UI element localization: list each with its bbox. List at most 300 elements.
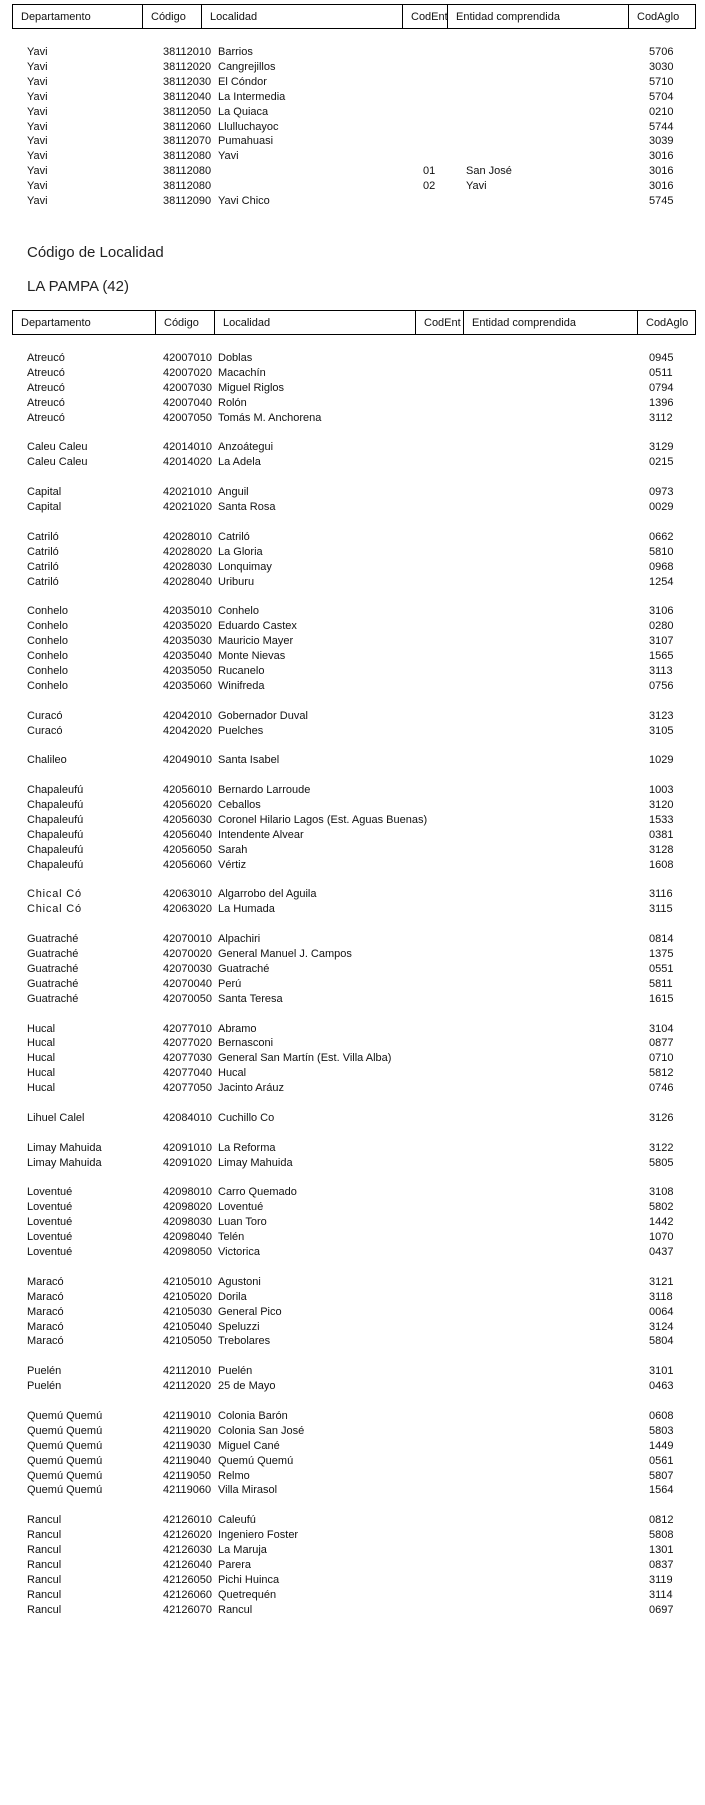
codaglo-cell: 3016 (649, 165, 674, 178)
locality-cell: Rucanelo (218, 664, 265, 677)
table-row (0, 193, 705, 210)
department-cell: Chapaleufú (27, 813, 84, 826)
locality-cell: La Maruja (218, 1544, 267, 1556)
department-cell: Hucal (27, 1067, 56, 1080)
code-cell: 42056060 (163, 858, 212, 871)
table-row (0, 857, 705, 874)
code-cell: 42007040 (163, 396, 212, 409)
code-cell: 42063020 (163, 903, 212, 916)
department-cell: Rancul (27, 1588, 62, 1601)
code-cell: 42028030 (163, 560, 212, 573)
locality-cell: Pumahuasi (218, 135, 274, 148)
table-row (0, 499, 705, 516)
code-cell: 42028010 (163, 530, 212, 543)
code-cell: 42119050 (163, 1469, 212, 1482)
code-cell: 42098050 (163, 1246, 212, 1258)
codaglo-cell: 3122 (649, 1141, 674, 1154)
codaglo-cell: 0064 (649, 1305, 674, 1318)
codaglo-cell: 1396 (649, 396, 674, 409)
codaglo-cell: 3123 (649, 709, 674, 722)
department-cell: Yavi (27, 75, 48, 88)
locality-cell: Monte Nievas (218, 650, 286, 662)
locality-cell: Rolón (218, 396, 247, 409)
department-cell: Quemú Quemú (27, 1454, 103, 1467)
codaglo-cell: 3104 (649, 1022, 674, 1035)
table-row (0, 1244, 705, 1261)
code-cell: 42126070 (163, 1603, 212, 1616)
code-cell: 42021010 (163, 486, 212, 499)
codaglo-cell: 0812 (649, 1514, 674, 1527)
codaglo-cell: 0877 (649, 1037, 674, 1050)
code-cell: 42098020 (163, 1201, 212, 1214)
code-cell: 42077050 (163, 1082, 212, 1095)
locality-cell: Yavi Chico (218, 195, 270, 207)
table-header (12, 4, 696, 29)
department-cell: Conhelo (27, 620, 68, 633)
codaglo-cell: 0437 (649, 1246, 674, 1258)
locality-cell: La Quiaca (218, 105, 269, 118)
locality-cell: Abramo (218, 1022, 257, 1035)
locality-cell: La Adela (218, 456, 261, 469)
department-cell: Atreucó (27, 411, 65, 424)
locality-cell: Limay Mahuida (218, 1156, 293, 1169)
locality-cell: La Gloria (218, 545, 263, 558)
department-cell: Caleu Caleu (27, 456, 88, 469)
locality-cell: Miguel Riglos (218, 381, 285, 394)
department-cell: Yavi (27, 60, 48, 73)
codaglo-cell: 3016 (649, 180, 674, 193)
code-cell: 42126060 (163, 1588, 212, 1601)
code-cell: 42070050 (163, 992, 212, 1005)
codaglo-cell: 1442 (649, 1216, 674, 1229)
locality-cell: General Pico (218, 1305, 282, 1318)
locality-cell: Relmo (218, 1469, 250, 1482)
department-cell: Lihuel Calel (27, 1111, 85, 1124)
section-title: Código de Localidad (27, 244, 164, 261)
code-cell: 42105020 (163, 1290, 212, 1303)
department-cell: Conhelo (27, 650, 68, 662)
locality-cell: Caleufú (218, 1514, 256, 1527)
code-cell: 42105030 (163, 1305, 212, 1318)
codaglo-cell: 3114 (649, 1588, 673, 1601)
codaglo-cell: 1003 (649, 784, 674, 797)
locality-cell: Intendente Alvear (218, 828, 304, 841)
locality-cell: Llulluchayoc (218, 120, 279, 133)
department-cell: Hucal (27, 1037, 56, 1050)
code-cell: 38112050 (163, 105, 212, 118)
code-cell: 42014010 (163, 441, 212, 454)
codaglo-cell: 3107 (649, 635, 674, 648)
department-cell: Conhelo (27, 664, 68, 677)
locality-cell: Agustoni (218, 1275, 261, 1288)
department-cell: Puelén (27, 1365, 62, 1378)
code-cell: 42077040 (163, 1067, 212, 1080)
department-cell: Atreucó (27, 366, 65, 379)
code-cell: 38112040 (163, 90, 212, 103)
locality-cell: Eduardo Castex (218, 620, 297, 633)
codaglo-cell: 1533 (649, 813, 674, 826)
code-cell: 42084010 (163, 1111, 212, 1124)
table-row (0, 454, 705, 471)
column-header-codigo: Código (156, 311, 215, 334)
code-cell: 38112080 (163, 165, 212, 178)
locality-cell: Santa Teresa (218, 992, 283, 1005)
locality-cell: Jacinto Aráuz (218, 1082, 285, 1095)
code-cell: 42028040 (163, 575, 212, 588)
codaglo-cell: 0463 (649, 1380, 674, 1393)
department-cell: Maracó (27, 1275, 64, 1288)
department-cell: Puelén (27, 1380, 62, 1393)
code-cell: 42042010 (163, 709, 212, 722)
locality-cell: General San Martín (Est. Villa Alba) (218, 1052, 392, 1065)
code-cell: 42056030 (163, 813, 212, 826)
department-cell: Chical Có (27, 888, 82, 901)
codaglo-cell: 1070 (649, 1231, 674, 1244)
table-row (0, 1482, 705, 1499)
department-cell: Quemú Quemú (27, 1484, 103, 1497)
locality-cell: Colonia San José (218, 1424, 305, 1437)
department-cell: Chical Có (27, 903, 82, 916)
codaglo-cell: 5811 (649, 977, 673, 990)
code-cell: 42077020 (163, 1037, 212, 1050)
code-cell: 42035010 (163, 605, 212, 618)
code-cell: 42042020 (163, 724, 212, 737)
locality-cell: Dorila (218, 1290, 247, 1303)
codaglo-cell: 5802 (649, 1201, 674, 1214)
department-cell: Rancul (27, 1544, 62, 1556)
table-row (0, 678, 705, 695)
code-cell: 42077030 (163, 1052, 212, 1065)
locality-cell: Mauricio Mayer (218, 635, 294, 648)
codaglo-cell: 3101 (649, 1365, 674, 1378)
codaglo-cell: 0794 (649, 381, 674, 394)
department-cell: Conhelo (27, 605, 68, 618)
locality-cell: Ingeniero Foster (218, 1529, 299, 1542)
department-cell: Maracó (27, 1320, 64, 1333)
code-cell: 42098010 (163, 1186, 212, 1199)
department-cell: Curacó (27, 709, 63, 722)
locality-cell: Coronel Hilario Lagos (Est. Aguas Buenas) (218, 813, 428, 826)
codaglo-cell: 5812 (649, 1067, 674, 1080)
code-cell: 42056010 (163, 784, 212, 797)
locality-cell: Carro Quemado (218, 1186, 297, 1199)
department-cell: Yavi (27, 135, 48, 148)
codaglo-cell: 3120 (649, 799, 674, 811)
codaglo-cell: 3016 (649, 150, 674, 163)
department-cell: Curacó (27, 724, 63, 737)
locality-cell: Rancul (218, 1603, 253, 1616)
table-row (0, 1602, 705, 1619)
department-cell: Catriló (27, 530, 59, 543)
code-cell: 42105050 (163, 1335, 212, 1348)
department-cell: Chapaleufú (27, 843, 84, 856)
codaglo-cell: 0968 (649, 560, 674, 573)
department-cell: Quemú Quemú (27, 1424, 103, 1437)
locality-cell: Trebolares (218, 1335, 271, 1348)
department-cell: Hucal (27, 1022, 56, 1035)
codaglo-cell: 5805 (649, 1156, 674, 1169)
department-cell: Limay Mahuida (27, 1156, 102, 1169)
department-cell: Loventué (27, 1186, 73, 1199)
code-cell: 42119010 (163, 1409, 212, 1422)
column-header-entidad: Entidad comprendida (464, 311, 638, 334)
code-cell: 42119020 (163, 1424, 212, 1437)
code-cell: 42091020 (163, 1156, 212, 1169)
table-row (0, 723, 705, 740)
table-row (0, 1333, 705, 1350)
locality-cell: Sarah (218, 843, 248, 856)
locality-cell: Anzoátegui (218, 441, 274, 454)
locality-cell: Quemú Quemú (218, 1454, 294, 1467)
code-cell: 42035050 (163, 664, 212, 677)
department-cell: Maracó (27, 1305, 64, 1318)
code-cell: 38112010 (163, 46, 212, 58)
table-row (0, 752, 705, 769)
codent-cell: 02 (423, 180, 436, 193)
code-cell: 42007030 (163, 381, 212, 394)
table-row (0, 410, 705, 427)
code-cell: 42014020 (163, 456, 212, 469)
department-cell: Loventué (27, 1231, 73, 1244)
department-cell: Catriló (27, 575, 59, 588)
department-cell: Guatraché (27, 977, 79, 990)
code-cell: 42070010 (163, 933, 212, 946)
locality-cell: Algarrobo del Aguila (218, 888, 317, 901)
code-cell: 42105040 (163, 1320, 212, 1333)
department-cell: Conhelo (27, 679, 68, 692)
code-cell: 38112030 (163, 75, 212, 88)
department-cell: Atreucó (27, 381, 65, 394)
code-cell: 42021020 (163, 501, 212, 513)
codaglo-cell: 3105 (649, 724, 674, 737)
code-cell: 42063010 (163, 888, 212, 901)
code-cell: 42119060 (163, 1484, 212, 1497)
department-cell: Maracó (27, 1335, 64, 1348)
code-cell: 38112060 (163, 120, 212, 133)
table-row (0, 1378, 705, 1395)
codaglo-cell: 0710 (649, 1052, 674, 1065)
locality-cell: Parera (218, 1558, 252, 1571)
locality-cell: Uriburu (218, 575, 255, 588)
department-cell: Guatraché (27, 933, 79, 946)
department-cell: Rancul (27, 1514, 62, 1527)
code-cell: 42049010 (163, 754, 212, 767)
codaglo-cell: 5704 (649, 90, 674, 103)
department-cell: Yavi (27, 90, 48, 103)
department-cell: Yavi (27, 120, 48, 133)
column-header-codigo: Código (143, 5, 202, 28)
codaglo-cell: 3121 (649, 1275, 674, 1288)
codaglo-cell: 5706 (649, 46, 674, 58)
codaglo-cell: 0756 (649, 679, 674, 692)
table-row (0, 1080, 705, 1097)
codaglo-cell: 0973 (649, 486, 674, 499)
codaglo-cell: 0945 (649, 352, 674, 364)
code-cell: 38112090 (163, 195, 212, 207)
locality-cell: Tomás M. Anchorena (218, 411, 322, 424)
department-cell: Yavi (27, 195, 48, 207)
locality-cell: El Cóndor (218, 75, 267, 88)
codaglo-cell: 0215 (649, 456, 674, 469)
locality-cell: Puelén (218, 1365, 253, 1378)
codaglo-cell: 1254 (649, 575, 674, 588)
codaglo-cell: 3128 (649, 843, 674, 856)
department-cell: Guatraché (27, 962, 79, 975)
locality-cell: Victorica (218, 1246, 260, 1258)
code-cell: 42126030 (163, 1544, 212, 1556)
department-cell: Guatraché (27, 948, 79, 960)
code-cell: 42119030 (163, 1439, 212, 1452)
locality-cell: Guatraché (218, 962, 270, 975)
locality-cell: Anguil (218, 486, 249, 499)
code-cell: 42035030 (163, 635, 212, 648)
codaglo-cell: 0697 (649, 1603, 674, 1616)
locality-cell: Vértiz (218, 858, 247, 871)
locality-cell: Santa Rosa (218, 501, 276, 513)
codaglo-cell: 1564 (649, 1484, 674, 1497)
department-cell: Loventué (27, 1216, 73, 1229)
department-cell: Loventué (27, 1201, 73, 1214)
codaglo-cell: 5807 (649, 1469, 674, 1482)
department-cell: Guatraché (27, 992, 79, 1005)
department-cell: Caleu Caleu (27, 441, 88, 454)
department-cell: Catriló (27, 545, 59, 558)
codaglo-cell: 0746 (649, 1082, 674, 1095)
codaglo-cell: 3126 (649, 1111, 674, 1124)
code-cell: 42105010 (163, 1275, 212, 1288)
department-cell: Yavi (27, 105, 48, 118)
locality-cell: Miguel Cané (218, 1439, 280, 1452)
locality-cell: La Reforma (218, 1141, 276, 1154)
codaglo-cell: 0561 (649, 1454, 674, 1467)
department-cell: Limay Mahuida (27, 1141, 102, 1154)
code-cell: 38112080 (163, 180, 212, 193)
locality-cell: Luan Toro (218, 1216, 267, 1229)
department-cell: Capital (27, 501, 62, 513)
locality-cell: Doblas (218, 352, 253, 364)
province-title: LA PAMPA (42) (27, 278, 129, 295)
codaglo-cell: 3119 (649, 1573, 673, 1586)
codaglo-cell: 3116 (649, 888, 673, 901)
locality-cell: Barrios (218, 46, 253, 58)
codaglo-cell: 0029 (649, 501, 674, 513)
column-header-departamento: Departamento (13, 311, 156, 334)
codaglo-cell: 5745 (649, 195, 674, 207)
codaglo-cell: 3106 (649, 605, 674, 618)
locality-cell: Macachín (218, 366, 266, 379)
locality-cell: Alpachiri (218, 933, 261, 946)
codaglo-cell: 0511 (649, 366, 673, 379)
codaglo-cell: 1449 (649, 1439, 674, 1452)
codaglo-cell: 1375 (649, 948, 674, 960)
code-cell: 42007020 (163, 366, 212, 379)
code-cell: 42070030 (163, 962, 212, 975)
codaglo-cell: 1615 (649, 992, 674, 1005)
codaglo-cell: 0551 (649, 962, 674, 975)
codent-cell: 01 (423, 165, 436, 178)
column-header-localidad: Localidad (202, 5, 403, 28)
locality-cell: Gobernador Duval (218, 709, 308, 722)
codaglo-cell: 1608 (649, 858, 674, 871)
department-cell: Yavi (27, 165, 48, 178)
locality-cell: Bernasconi (218, 1037, 274, 1050)
code-cell: 38112080 (163, 150, 212, 163)
locality-cell: Perú (218, 977, 242, 990)
locality-cell: Hucal (218, 1067, 247, 1080)
department-cell: Chapaleufú (27, 799, 84, 811)
codaglo-cell: 3112 (649, 411, 673, 424)
locality-cell: Puelches (218, 724, 264, 737)
table-header (12, 310, 696, 335)
table-row (0, 991, 705, 1008)
locality-cell: Cangrejillos (218, 60, 276, 73)
code-cell: 42070020 (163, 948, 212, 960)
code-cell: 42126020 (163, 1529, 212, 1542)
table-row (0, 1110, 705, 1127)
department-cell: Hucal (27, 1082, 56, 1095)
entity-cell: Yavi (466, 180, 487, 193)
locality-cell: Loventué (218, 1201, 264, 1214)
codaglo-cell: 3129 (649, 441, 674, 454)
code-cell: 42007050 (163, 411, 212, 424)
locality-cell: Conhelo (218, 605, 259, 618)
column-header-codent: CodEnt (416, 311, 464, 334)
column-header-entidad: Entidad comprendida (448, 5, 629, 28)
code-cell: 42126010 (163, 1514, 212, 1527)
department-cell: Chapaleufú (27, 828, 84, 841)
column-header-codaglo: CodAglo (637, 11, 680, 23)
code-cell: 42126050 (163, 1573, 212, 1586)
code-cell: 42035020 (163, 620, 212, 633)
codaglo-cell: 3030 (649, 60, 674, 73)
locality-cell: 25 de Mayo (218, 1380, 276, 1393)
code-cell: 42112010 (163, 1365, 212, 1378)
codaglo-cell: 3115 (649, 903, 673, 916)
code-cell: 42070040 (163, 977, 212, 990)
codaglo-cell: 0814 (649, 933, 674, 946)
entity-cell: San José (466, 165, 512, 178)
locality-cell: Catriló (218, 530, 250, 543)
locality-cell: Bernardo Larroude (218, 784, 311, 797)
codaglo-cell: 3108 (649, 1186, 674, 1199)
column-header-codent: CodEnt (403, 5, 448, 28)
codaglo-cell: 3113 (649, 664, 673, 677)
locality-cell: Telén (218, 1231, 245, 1244)
code-cell: 42056040 (163, 828, 212, 841)
codaglo-cell: 0837 (649, 1558, 674, 1571)
department-cell: Atreucó (27, 396, 65, 409)
department-cell: Chapaleufú (27, 858, 84, 871)
codaglo-cell: 1301 (649, 1544, 674, 1556)
department-cell: Rancul (27, 1603, 62, 1616)
codaglo-cell: 3118 (649, 1290, 673, 1303)
locality-cell: Speluzzi (218, 1320, 260, 1333)
department-cell: Yavi (27, 180, 48, 193)
locality-cell: La Intermedia (218, 90, 286, 103)
department-cell: Capital (27, 486, 62, 499)
department-cell: Hucal (27, 1052, 56, 1065)
locality-cell: Cuchillo Co (218, 1111, 275, 1124)
department-cell: Catriló (27, 560, 59, 573)
locality-cell: General Manuel J. Campos (218, 948, 352, 960)
code-cell: 42112020 (163, 1380, 212, 1393)
code-cell: 38112070 (163, 135, 212, 148)
locality-cell: Pichi Huinca (218, 1573, 280, 1586)
codaglo-cell: 0662 (649, 530, 674, 543)
codaglo-cell: 3124 (649, 1320, 674, 1333)
table-row (0, 901, 705, 918)
codaglo-cell: 5810 (649, 545, 674, 558)
